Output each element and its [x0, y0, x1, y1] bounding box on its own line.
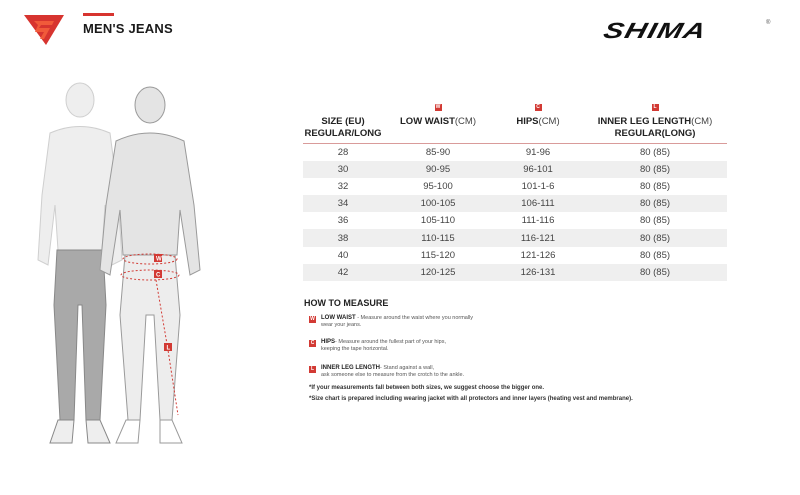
cell-size: 38 [303, 229, 383, 246]
table-header-row [303, 100, 727, 144]
cell-hips: 126-131 [493, 264, 583, 281]
cell-low-waist: 95-100 [423, 180, 453, 192]
size-chart-table [303, 100, 727, 281]
cell-low-waist: 110-115 [383, 229, 493, 246]
registered-mark: ® [766, 20, 771, 26]
figure-label-w: W [156, 256, 162, 263]
table-row [303, 178, 727, 195]
cell-hips: 96-101 [493, 161, 583, 178]
cell-size: 32 [337, 180, 349, 192]
badge-c-icon: C [310, 340, 315, 346]
cell-size: 30 [303, 161, 383, 178]
table-row [303, 247, 727, 264]
cell-hips: 116-121 [493, 229, 583, 246]
cell-size: 40 [337, 249, 349, 261]
header-size: SIZE (EU) REGULAR/LONG [303, 100, 383, 144]
cell-size: 28 [337, 146, 349, 158]
title-accent-bar [83, 13, 114, 16]
cell-hips: 111-116 [521, 215, 555, 227]
cell-low-waist: 105-110 [420, 215, 456, 227]
cell-inner-leg: 80 (85) [583, 229, 727, 246]
cell-hips: 101-1-6 [521, 180, 555, 192]
cell-low-waist: 85-90 [425, 146, 451, 158]
figure-label-c: C [156, 272, 161, 279]
figure-label-l: L [166, 345, 171, 352]
cell-inner-leg: 80 (85) [639, 249, 671, 261]
header-low-waist: W LOW WAIST(CM) [383, 100, 493, 144]
header-hips: C HIPS(CM) [493, 100, 583, 144]
cell-size: 36 [337, 215, 349, 227]
table-row [303, 195, 727, 212]
cell-inner-leg: 80 (85) [583, 264, 727, 281]
page-title: MEN'S JEANS [83, 21, 173, 36]
brand-logo: SHIMA [601, 18, 710, 43]
cell-size: 42 [303, 264, 383, 281]
cell-size: 34 [303, 195, 383, 212]
shima-logo-mark-icon [24, 13, 64, 45]
note-bigger-size: *If your measurements fall between both sizes, we suggest choose the bigger one. [309, 385, 545, 391]
badge-w-icon: W [310, 316, 315, 322]
table-row [303, 144, 727, 161]
note-size-chart: *Size chart is prepared including wearing jacket with all protectors and inner layers (heating vest and membrane). [309, 396, 633, 402]
cell-hips: 121-126 [520, 249, 556, 261]
header-inner-leg: L INNER LEG LENGTH(CM) REGULAR(LONG) [583, 100, 727, 144]
table-row [303, 161, 727, 178]
table-row [303, 229, 727, 246]
measure-item-hips: C HIPS- Measure around the fullest part of your hips, keeping the tape horizontal. [310, 339, 446, 352]
cell-low-waist: 120-125 [383, 264, 493, 281]
cell-inner-leg: 80 (85) [583, 161, 727, 178]
cell-low-waist: 100-105 [383, 195, 493, 212]
front-figure [100, 87, 200, 443]
cell-low-waist: 90-95 [383, 161, 493, 178]
cell-inner-leg: 80 (85) [583, 195, 727, 212]
measure-item-inner-leg: L INNER LEG LENGTH- Stand against a wall, ask someone else to measure from the crotch to the ankle. [310, 365, 465, 378]
badge-l-icon: L [310, 366, 315, 372]
cell-inner-leg: 80 (85) [639, 215, 671, 227]
how-to-measure-title: HOW TO MEASURE [304, 298, 389, 308]
cell-low-waist: 115-120 [420, 249, 456, 261]
back-figure-jeans [50, 250, 110, 443]
badge-c-icon: C [536, 104, 540, 110]
cell-inner-leg: 80 (85) [639, 180, 671, 192]
measure-item-low-waist: W LOW WAIST - Measure around the waist where you normally wear your jeans. [310, 315, 474, 328]
model-figures-illustration [20, 75, 250, 450]
cell-hips: 91-96 [525, 146, 551, 158]
badge-l-icon: L [653, 104, 657, 110]
badge-w-icon: W [435, 104, 441, 110]
cell-hips: 106-111 [493, 195, 583, 212]
table-row [303, 264, 727, 281]
cell-inner-leg: 80 (85) [639, 146, 671, 158]
table-row [303, 212, 727, 229]
